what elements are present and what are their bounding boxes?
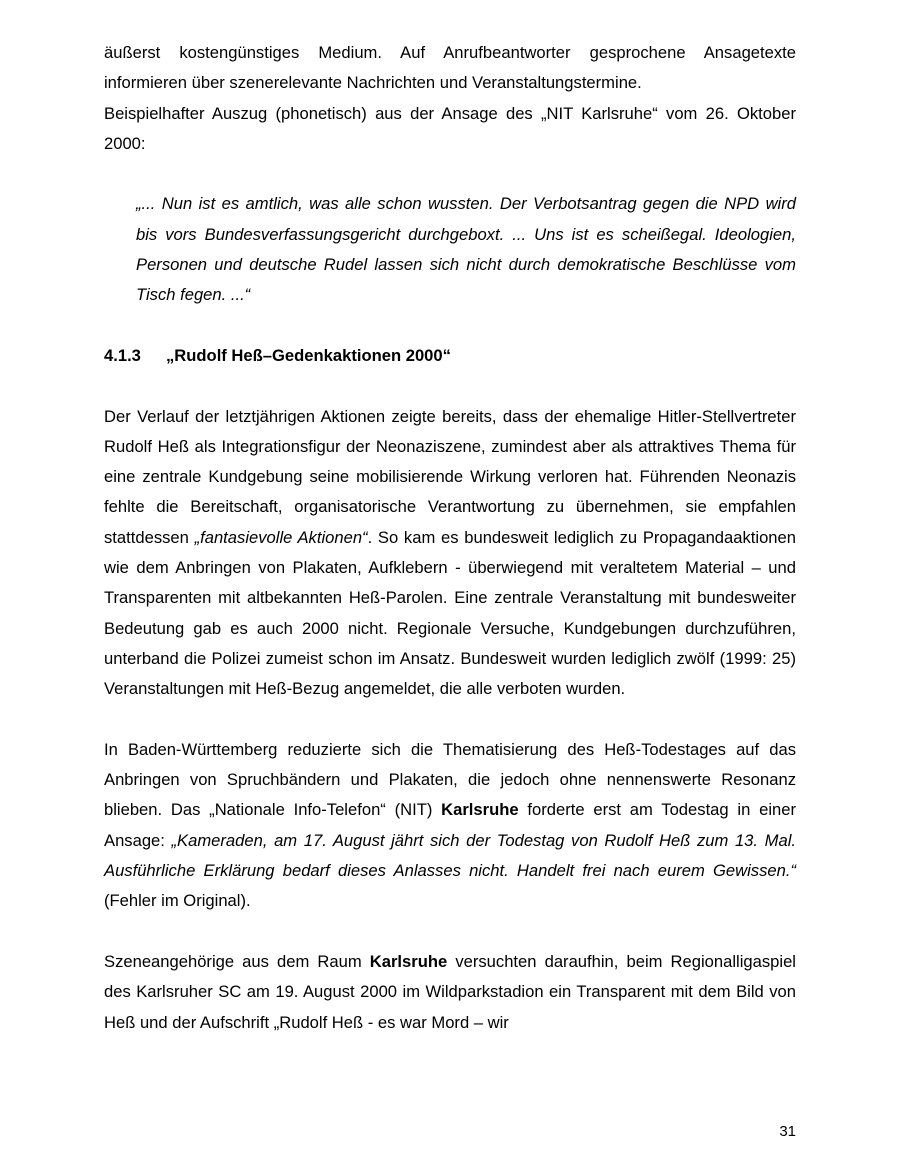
body-text: versuchten daraufhin, beim Regionalligaspiel des Karlsruher SC am 19. August 2000 im Wildparkstadion ein Transparent mit dem Bild von Heß und der Aufschrift „Rudolf Heß - es war Mord – wir: [104, 951, 796, 1032]
italic-quote-text: „Kameraden, am 17. August jährt sich der Todestag von Rudolf Heß zum 13. Mal. Ausführliche Erklärung bedarf dieses Anlasses nicht. Handelt frei nach eurem Gewissen.“: [104, 830, 796, 881]
spacer: [104, 705, 796, 735]
intro-paragraph-quote-lead: Beispielhafter Auszug (phonetisch) aus der Ansage des „NIT Karlsruhe“ vom 26. Oktober 2000:: [104, 103, 796, 153]
body-paragraph: [104, 947, 796, 1038]
block-quote: „... Nun ist es amtlich, was alle schon wussten. Der Verbotsantrag gegen die NPD wird bis vors Bundesverfassungsgericht durchgeboxt. ... Uns ist es scheißegal. Ideologien, Personen und deutsche Rudel lassen sich nicht durch demokratische Beschlüsse vom Tisch fegen. ...“: [136, 194, 796, 305]
page-number: 31: [779, 1123, 796, 1140]
spacer: [104, 159, 796, 189]
section-heading: [104, 341, 796, 371]
body-text: forderte erst am Todestag in einer Ansage:: [104, 800, 796, 850]
section-number: 4.1.3: [104, 345, 141, 365]
body-paragraph: [104, 402, 796, 705]
spacer: [104, 371, 796, 401]
bold-place-name: Karlsruhe: [369, 951, 448, 971]
intro-paragraph: äußerst kostengünstiges Medium. Auf Anrufbeantworter gesprochene Ansagetexte informieren über szenerelevante Nachrichten und Veranstaltungstermine.: [104, 43, 796, 93]
body-text: In Baden-Württemberg reduzierte sich die Thematisierung des Heß-Todestages auf das Anbringen von Spruchbändern und Plakaten, die jedoch ohne nennenswerte Resonanz blieben. Das „Nationale Info-Telefon“ (NIT): [104, 739, 796, 820]
body-text: Der Verlauf der letztjährigen Aktionen zeigte bereits, dass der ehemalige Hitler-Stellvertreter Rudolf Heß als Integrationsfigur der Neonaziszene, zumindest aber als attraktives Thema für eine zentrale Kundgebung seine mobilisierende Wirkung verloren hat. Führenden Neonazis fehlte die Bereitschaft, organisatorische Verantwortung zu übernehmen, sie empfahlen stattdessen: [104, 406, 796, 547]
bold-place-name: Karlsruhe: [441, 800, 519, 820]
spacer: [104, 311, 796, 341]
body-text: Szeneangehörige aus dem Raum: [104, 951, 370, 971]
section-title: „Rudolf Heß–Gedenkaktionen 2000“: [166, 345, 451, 365]
italic-quote-text: „fantasievolle Aktionen“: [194, 527, 368, 547]
document-page: [104, 38, 796, 1038]
body-paragraph: [104, 735, 796, 917]
body-text: (Fehler im Original).: [104, 891, 251, 911]
spacer: [104, 917, 796, 947]
body-text: . So kam es bundesweit lediglich zu Propagandaaktionen wie dem Anbringen von Plakaten, Aufklebern - überwiegend mit veraltetem Material – und Transparenten mit altbekannten Heß-Parolen. Eine zentrale Veranstaltung mit bundesweiter Bedeutung gab es auch 2000 nicht. Regionale Versuche, Kundgebungen durchzuführen, unterband die Polizei zumeist schon im Ansatz. Bundesweit wurden lediglich zwölf (1999: 25) Veranstaltungen mit Heß-Bezug angemeldet, die alle verboten wurden.: [104, 527, 796, 699]
